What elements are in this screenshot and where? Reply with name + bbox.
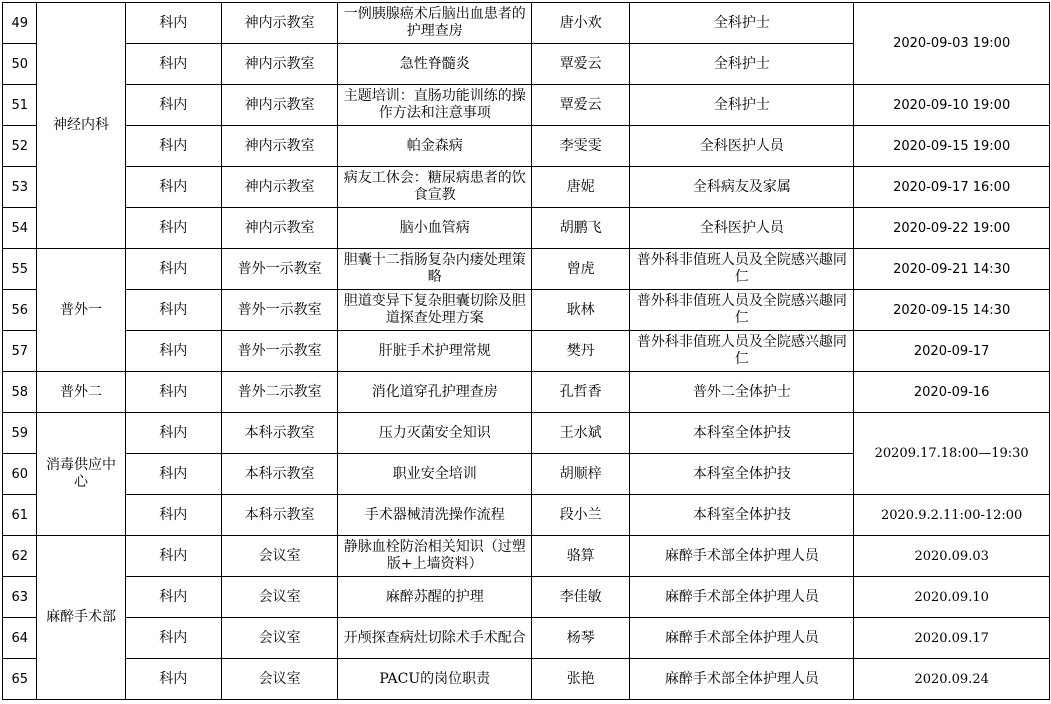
table-row bbox=[3, 85, 1050, 126]
location-cell: 普外二示教室 bbox=[221, 372, 338, 413]
scope-cell: 科内 bbox=[125, 659, 221, 700]
time-cell: 2020-09-17 bbox=[854, 331, 1050, 372]
audience-cell: 全科护士 bbox=[630, 44, 854, 85]
audience-cell: 麻醉手术部全体护理人员 bbox=[630, 659, 854, 700]
department-group-cell: 神经内科 bbox=[37, 3, 125, 249]
speaker-cell: 覃爱云 bbox=[532, 44, 630, 85]
speaker-cell: 王水斌 bbox=[532, 413, 630, 454]
time-cell: 2020-09-21 14:30 bbox=[854, 249, 1050, 290]
topic-cell: 静脉血栓防治相关知识（过塑版+上墙资料） bbox=[338, 536, 532, 577]
row-number-cell: 64 bbox=[3, 618, 37, 659]
topic-cell: 胆囊十二指肠复杂内瘘处理策略 bbox=[338, 249, 532, 290]
row-number-cell: 61 bbox=[3, 495, 37, 536]
topic-cell: 急性脊髓炎 bbox=[338, 44, 532, 85]
speaker-cell: 孔哲香 bbox=[532, 372, 630, 413]
scope-cell: 科内 bbox=[125, 618, 221, 659]
topic-cell: 麻醉苏醒的护理 bbox=[338, 577, 532, 618]
location-cell: 神内示教室 bbox=[221, 208, 338, 249]
speaker-cell: 唐妮 bbox=[532, 167, 630, 208]
time-cell: 2020-09-10 19:00 bbox=[854, 85, 1050, 126]
topic-cell: PACU的岗位职责 bbox=[338, 659, 532, 700]
time-cell: 2020.09.03 bbox=[854, 536, 1050, 577]
scope-cell: 科内 bbox=[125, 495, 221, 536]
time-cell: 2020.09.24 bbox=[854, 659, 1050, 700]
location-cell: 普外一示教室 bbox=[221, 290, 338, 331]
location-cell: 普外一示教室 bbox=[221, 331, 338, 372]
topic-cell: 主题培训：直肠功能训练的操作方法和注意事项 bbox=[338, 85, 532, 126]
department-group-cell: 普外二 bbox=[37, 372, 125, 413]
speaker-cell: 胡鹏飞 bbox=[532, 208, 630, 249]
audience-cell: 本科室全体护技 bbox=[630, 495, 854, 536]
scope-cell: 科内 bbox=[125, 290, 221, 331]
time-cell: 20209.17.18:00—19:30 bbox=[854, 413, 1050, 495]
scope-cell: 科内 bbox=[125, 372, 221, 413]
audience-cell: 全科医护人员 bbox=[630, 126, 854, 167]
scope-cell: 科内 bbox=[125, 44, 221, 85]
department-group-cell: 消毒供应中心 bbox=[37, 413, 125, 536]
row-number-cell: 56 bbox=[3, 290, 37, 331]
location-cell: 神内示教室 bbox=[221, 85, 338, 126]
table-row bbox=[3, 208, 1050, 249]
scope-cell: 科内 bbox=[125, 3, 221, 44]
location-cell: 会议室 bbox=[221, 536, 338, 577]
table-row bbox=[3, 3, 1050, 44]
speaker-cell: 李佳敏 bbox=[532, 577, 630, 618]
table-row bbox=[3, 167, 1050, 208]
department-group-cell: 普外一 bbox=[37, 249, 125, 372]
scope-cell: 科内 bbox=[125, 536, 221, 577]
audience-cell: 麻醉手术部全体护理人员 bbox=[630, 577, 854, 618]
location-cell: 会议室 bbox=[221, 577, 338, 618]
table-body bbox=[3, 3, 1050, 700]
row-number-cell: 60 bbox=[3, 454, 37, 495]
audience-cell: 普外科非值班人员及全院感兴趣同仁 bbox=[630, 249, 854, 290]
audience-cell: 本科室全体护技 bbox=[630, 413, 854, 454]
speaker-cell: 段小兰 bbox=[532, 495, 630, 536]
audience-cell: 本科室全体护技 bbox=[630, 454, 854, 495]
time-cell: 2020-09-22 19:00 bbox=[854, 208, 1050, 249]
table-row bbox=[3, 290, 1050, 331]
audience-cell: 麻醉手术部全体护理人员 bbox=[630, 618, 854, 659]
audience-cell: 普外科非值班人员及全院感兴趣同仁 bbox=[630, 290, 854, 331]
speaker-cell: 耿林 bbox=[532, 290, 630, 331]
speaker-cell: 骆算 bbox=[532, 536, 630, 577]
audience-cell: 全科护士 bbox=[630, 85, 854, 126]
row-number-cell: 63 bbox=[3, 577, 37, 618]
audience-cell: 麻醉手术部全体护理人员 bbox=[630, 536, 854, 577]
location-cell: 本科示教室 bbox=[221, 413, 338, 454]
row-number-cell: 58 bbox=[3, 372, 37, 413]
time-cell: 2020.09.10 bbox=[854, 577, 1050, 618]
table-row bbox=[3, 495, 1050, 536]
location-cell: 会议室 bbox=[221, 659, 338, 700]
topic-cell: 病友工休会：糖尿病患者的饮食宣教 bbox=[338, 167, 532, 208]
speaker-cell: 樊丹 bbox=[532, 331, 630, 372]
row-number-cell: 59 bbox=[3, 413, 37, 454]
table-row bbox=[3, 659, 1050, 700]
speaker-cell: 唐小欢 bbox=[532, 3, 630, 44]
location-cell: 神内示教室 bbox=[221, 126, 338, 167]
row-number-cell: 49 bbox=[3, 3, 37, 44]
speaker-cell: 李雯雯 bbox=[532, 126, 630, 167]
time-cell: 2020-09-17 16:00 bbox=[854, 167, 1050, 208]
topic-cell: 胆道变异下复杂胆囊切除及胆道探查处理方案 bbox=[338, 290, 532, 331]
table-row bbox=[3, 618, 1050, 659]
location-cell: 普外一示教室 bbox=[221, 249, 338, 290]
table-row bbox=[3, 372, 1050, 413]
location-cell: 本科示教室 bbox=[221, 495, 338, 536]
table-row bbox=[3, 536, 1050, 577]
topic-cell: 脑小血管病 bbox=[338, 208, 532, 249]
audience-cell: 普外科非值班人员及全院感兴趣同仁 bbox=[630, 331, 854, 372]
scope-cell: 科内 bbox=[125, 126, 221, 167]
scope-cell: 科内 bbox=[125, 454, 221, 495]
location-cell: 神内示教室 bbox=[221, 44, 338, 85]
location-cell: 神内示教室 bbox=[221, 3, 338, 44]
topic-cell: 一例胰腺癌术后脑出血患者的护理查房 bbox=[338, 3, 532, 44]
speaker-cell: 胡顺梓 bbox=[532, 454, 630, 495]
row-number-cell: 51 bbox=[3, 85, 37, 126]
row-number-cell: 53 bbox=[3, 167, 37, 208]
scope-cell: 科内 bbox=[125, 85, 221, 126]
location-cell: 会议室 bbox=[221, 618, 338, 659]
row-number-cell: 57 bbox=[3, 331, 37, 372]
speaker-cell: 张艳 bbox=[532, 659, 630, 700]
time-cell: 2020-09-03 19:00 bbox=[854, 3, 1050, 85]
table-row bbox=[3, 331, 1050, 372]
scope-cell: 科内 bbox=[125, 249, 221, 290]
row-number-cell: 55 bbox=[3, 249, 37, 290]
topic-cell: 手术器械清洗操作流程 bbox=[338, 495, 532, 536]
speaker-cell: 覃爱云 bbox=[532, 85, 630, 126]
row-number-cell: 52 bbox=[3, 126, 37, 167]
audience-cell: 普外二全体护士 bbox=[630, 372, 854, 413]
scope-cell: 科内 bbox=[125, 413, 221, 454]
table-row bbox=[3, 413, 1050, 454]
location-cell: 神内示教室 bbox=[221, 167, 338, 208]
topic-cell: 消化道穿孔护理查房 bbox=[338, 372, 532, 413]
time-cell: 2020-09-15 19:00 bbox=[854, 126, 1050, 167]
row-number-cell: 62 bbox=[3, 536, 37, 577]
department-group-cell: 麻醉手术部 bbox=[37, 536, 125, 700]
scope-cell: 科内 bbox=[125, 577, 221, 618]
topic-cell: 开颅探查病灶切除术手术配合 bbox=[338, 618, 532, 659]
scope-cell: 科内 bbox=[125, 167, 221, 208]
topic-cell: 职业安全培训 bbox=[338, 454, 532, 495]
time-cell: 2020.9.2.11:00-12:00 bbox=[854, 495, 1050, 536]
training-schedule-table bbox=[2, 2, 1050, 700]
time-cell: 2020-09-16 bbox=[854, 372, 1050, 413]
audience-cell: 全科病友及家属 bbox=[630, 167, 854, 208]
audience-cell: 全科护士 bbox=[630, 3, 854, 44]
speaker-cell: 曾虎 bbox=[532, 249, 630, 290]
table-row bbox=[3, 126, 1050, 167]
time-cell: 2020-09-15 14:30 bbox=[854, 290, 1050, 331]
table-row bbox=[3, 577, 1050, 618]
speaker-cell: 杨琴 bbox=[532, 618, 630, 659]
location-cell: 本科示教室 bbox=[221, 454, 338, 495]
table-row bbox=[3, 249, 1050, 290]
row-number-cell: 54 bbox=[3, 208, 37, 249]
audience-cell: 全科医护人员 bbox=[630, 208, 854, 249]
topic-cell: 压力灭菌安全知识 bbox=[338, 413, 532, 454]
scope-cell: 科内 bbox=[125, 331, 221, 372]
time-cell: 2020.09.17 bbox=[854, 618, 1050, 659]
row-number-cell: 65 bbox=[3, 659, 37, 700]
topic-cell: 帕金森病 bbox=[338, 126, 532, 167]
topic-cell: 肝脏手术护理常规 bbox=[338, 331, 532, 372]
scope-cell: 科内 bbox=[125, 208, 221, 249]
row-number-cell: 50 bbox=[3, 44, 37, 85]
